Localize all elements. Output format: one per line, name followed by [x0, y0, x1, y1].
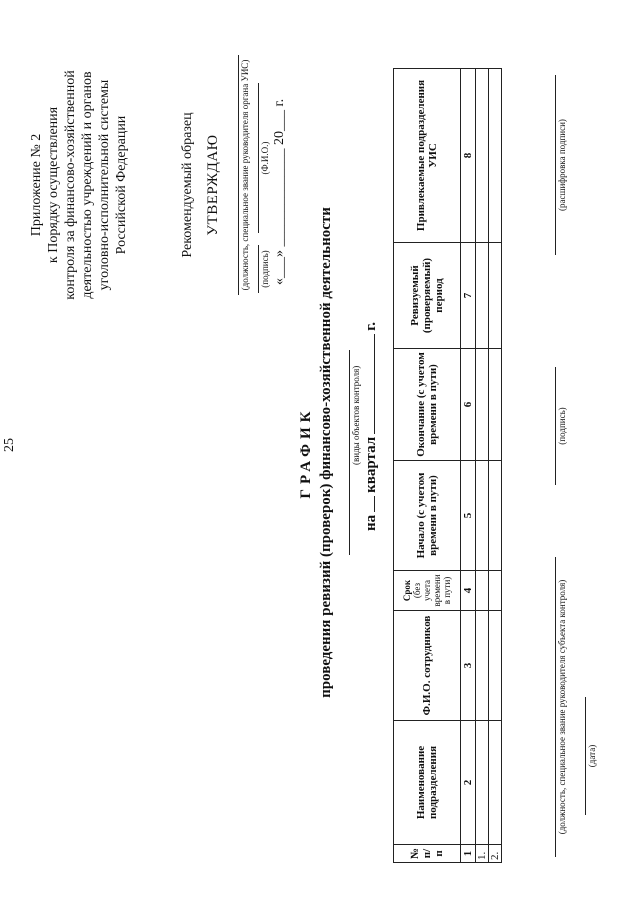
header-term-label: Срок	[402, 579, 412, 602]
table-cell	[489, 571, 502, 611]
quarter-line	[362, 322, 380, 531]
header-term	[394, 571, 461, 611]
table-cell	[476, 611, 489, 721]
objects-line	[349, 350, 350, 555]
appendix-line: Приложение № 2	[29, 133, 44, 237]
table-column-numbers-row	[461, 69, 476, 863]
approver-position-line	[238, 55, 239, 295]
header-start: Начало (с учетом времени в пути)	[394, 461, 461, 571]
appendix-line: деятельностью учреждений и органов	[80, 71, 95, 299]
table-row	[476, 69, 489, 863]
appendix-header	[28, 25, 130, 345]
approver-name-line	[258, 83, 259, 233]
column-number: 6	[461, 349, 476, 461]
footer-name-line	[555, 75, 556, 255]
header-unit-name: Наименование подразделения	[394, 721, 461, 845]
table-cell	[489, 611, 502, 721]
footer-signature-caption: (подпись)	[557, 407, 567, 445]
column-number: 5	[461, 461, 476, 571]
table-cell	[489, 349, 502, 461]
header-term-note: (без учета времени в пути)	[412, 574, 452, 607]
column-number: 7	[461, 243, 476, 349]
quarter-word: квартал	[363, 436, 379, 493]
appendix-line: к Порядку осуществления	[46, 106, 61, 264]
page-number: 25	[2, 438, 17, 452]
objects-caption: (виды объектов контроля)	[351, 365, 361, 465]
appendix-line: уголовно-исполнительной системы	[97, 79, 112, 291]
year-blank	[362, 334, 375, 434]
footer-date-caption: (дата)	[587, 744, 597, 768]
quarter-prefix: на	[363, 514, 379, 531]
approver-signature-line	[258, 245, 259, 293]
table-cell	[476, 349, 489, 461]
table-cell	[476, 721, 489, 845]
column-number: 4	[461, 571, 476, 611]
table-cell: 1.	[476, 845, 489, 863]
footer-position-line	[555, 557, 556, 857]
header-units: Привлекаемые подразделения УИС	[394, 69, 461, 243]
header-period: Ревизуемый (проверяемый) период	[394, 243, 461, 349]
column-number: 1	[461, 845, 476, 863]
header-number: № п/п	[394, 845, 461, 863]
schedule-table	[393, 68, 502, 863]
appendix-line: контроля за финансово-хозяйственной	[63, 70, 78, 300]
table-cell	[489, 721, 502, 845]
sample-label: Рекомендуемый образец	[180, 112, 195, 258]
quarter-blank	[362, 496, 375, 512]
table-cell	[476, 571, 489, 611]
table-cell: 2.	[489, 845, 502, 863]
column-number: 2	[461, 721, 476, 845]
column-number: 8	[461, 69, 476, 243]
approver-position-caption: (должность, специальное звание руководителя органа УИС)	[240, 59, 250, 291]
approve-heading: УТВЕРЖДАЮ	[205, 134, 221, 236]
table-row	[489, 69, 502, 863]
approver-name-caption: (Ф.И.О.)	[260, 141, 270, 175]
document-title: ГРАФИК	[298, 406, 314, 499]
footer-name-caption: (расшифровка подписи)	[557, 119, 567, 211]
approve-date-line: «___» ______________ 20___ г.	[272, 98, 287, 285]
table-header-row	[394, 69, 461, 863]
appendix-line: Российской Федерации	[114, 115, 129, 255]
approver-signature-caption: (подпись)	[260, 250, 270, 288]
table-cell	[476, 243, 489, 349]
document-subtitle: проведения ревизий (проверок) финансово-хозяйственной деятельности	[318, 207, 334, 698]
footer-position-caption: (должность, специальное звание руководителя субъекта контроля)	[557, 579, 567, 835]
table-cell	[489, 69, 502, 243]
table-cell	[489, 243, 502, 349]
table-cell	[476, 461, 489, 571]
footer-date-line	[585, 697, 586, 815]
footer-signature-line	[555, 367, 556, 485]
table-cell	[489, 461, 502, 571]
header-employees: Ф.И.О. сотрудников	[394, 611, 461, 721]
table-cell	[476, 69, 489, 243]
header-end: Окончание (с учетом времени в пути)	[394, 349, 461, 461]
year-suffix: г.	[363, 321, 379, 331]
column-number: 3	[461, 611, 476, 721]
